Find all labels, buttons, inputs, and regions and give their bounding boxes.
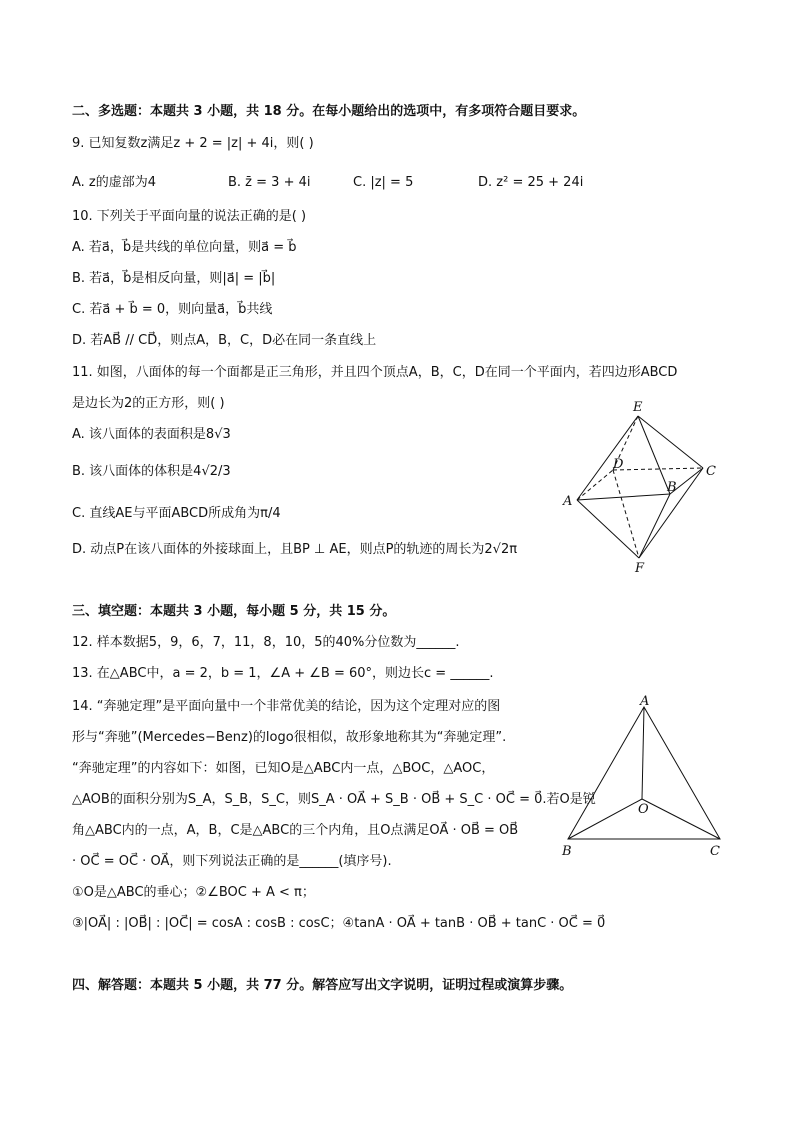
q14-line-2: 形与“奔驰”(Mercedes−Benz)的logo很相似，故形象地称其为“奔驰定理”.	[72, 730, 507, 745]
q11-stem-line1: 11. 如图，八面体的每一个面都是正三角形，并且四个顶点A，B，C，D在同一个平面内，若四边形ABCD	[72, 365, 678, 380]
label-c: C	[710, 844, 720, 859]
q11-option-b: B. 该八面体的体积是4√2/3	[72, 464, 231, 479]
q10-option-c: C. 若a⃗ + b⃗ = 0，则向量a⃗，b⃗共线	[72, 302, 273, 317]
q10-option-a: A. 若a⃗，b⃗是共线的单位向量，则a⃗ = b⃗	[72, 240, 297, 255]
q11-option-d: D. 动点P在该八面体的外接球面上，且BP ⊥ AE，则点P的轨迹的周长为2√2π	[72, 542, 518, 557]
q14-line-1: 14. “奔驰定理”是平面向量中一个非常优美的结论，因为这个定理对应的图	[72, 699, 501, 714]
label-a: A	[640, 695, 650, 709]
label-o: O	[638, 802, 649, 817]
triangle-figure	[558, 695, 728, 865]
q14-line-4: △AOB的面积分别为S_A，S_B，S_C，则S_A · OA⃗ + S_B · OB⃗ + S_C · OC⃗ = 0⃗.若O是锐	[72, 792, 596, 807]
q11-option-a: A. 该八面体的表面积是8√3	[72, 427, 231, 442]
label-c: C	[706, 464, 716, 479]
q10-stem: 10. 下列关于平面向量的说法正确的是( )	[72, 209, 307, 224]
label-a: A	[563, 494, 573, 509]
q9-option-c: C. |z| = 5	[353, 175, 414, 190]
q10-option-b: B. 若a⃗，b⃗是相反向量，则|a⃗| = |b⃗|	[72, 271, 276, 286]
label-b: B	[667, 480, 677, 495]
label-d: D	[613, 457, 624, 472]
q13-text: 13. 在△ABC中，a = 2，b = 1，∠A + ∠B = 60°，则边长c = ______.	[72, 666, 494, 681]
section-2-title: 二、多选题：本题共 3 小题，共 18 分。在每小题给出的选项中，有多项符合题目要求。	[72, 104, 586, 119]
q14-line-3: “奔驰定理”的内容如下：如图，已知O是△ABC内一点，△BOC，△AOC，	[72, 761, 495, 776]
q9-option-a: A. z的虚部为4	[72, 175, 157, 190]
octahedron-figure	[555, 398, 725, 578]
q10-option-d: D. 若AB⃗ // CD⃗，则点A，B，C，D必在同一条直线上	[72, 333, 377, 348]
q14-line-6: · OC⃗ = OC⃗ · OA⃗，则下列说法正确的是______(填序号).	[72, 854, 392, 869]
q11-option-c: C. 直线AE与平面ABCD所成角为π/4	[72, 506, 281, 521]
q14-items-line-2: ③|OA⃗| : |OB⃗| : |OC⃗| = cosA : cosB : cosC；④tanA · OA⃗ + tanB · OB⃗ + tanC · OC⃗ = 0⃗	[72, 916, 606, 931]
label-e: E	[633, 400, 643, 415]
q9-option-b: B. z̄ = 3 + 4i	[228, 175, 311, 190]
q14-items-line-1: ①O是△ABC的垂心；②∠BOC + A < π；	[72, 885, 315, 900]
label-b: B	[562, 844, 572, 859]
q14-line-5: 角△ABC内的一点，A，B，C是△ABC的三个内角，且O点满足OA⃗ · OB⃗ = OB⃗	[72, 823, 519, 838]
section-4-title: 四、解答题：本题共 5 小题，共 77 分。解答应写出文字说明，证明过程或演算步骤。	[72, 978, 573, 993]
q11-stem-line2: 是边长为2的正方形，则( )	[72, 396, 225, 411]
label-f: F	[635, 561, 645, 576]
q12-text: 12. 样本数据5，9，6，7，11，8，10，5的40%分位数为______.	[72, 635, 460, 650]
q9-option-d: D. z² = 25 + 24i	[478, 175, 584, 190]
q9-stem: 9. 已知复数z满足z + 2 = |z| + 4i，则( )	[72, 136, 314, 151]
section-3-title: 三、填空题：本题共 3 小题，每小题 5 分，共 15 分。	[72, 604, 396, 619]
